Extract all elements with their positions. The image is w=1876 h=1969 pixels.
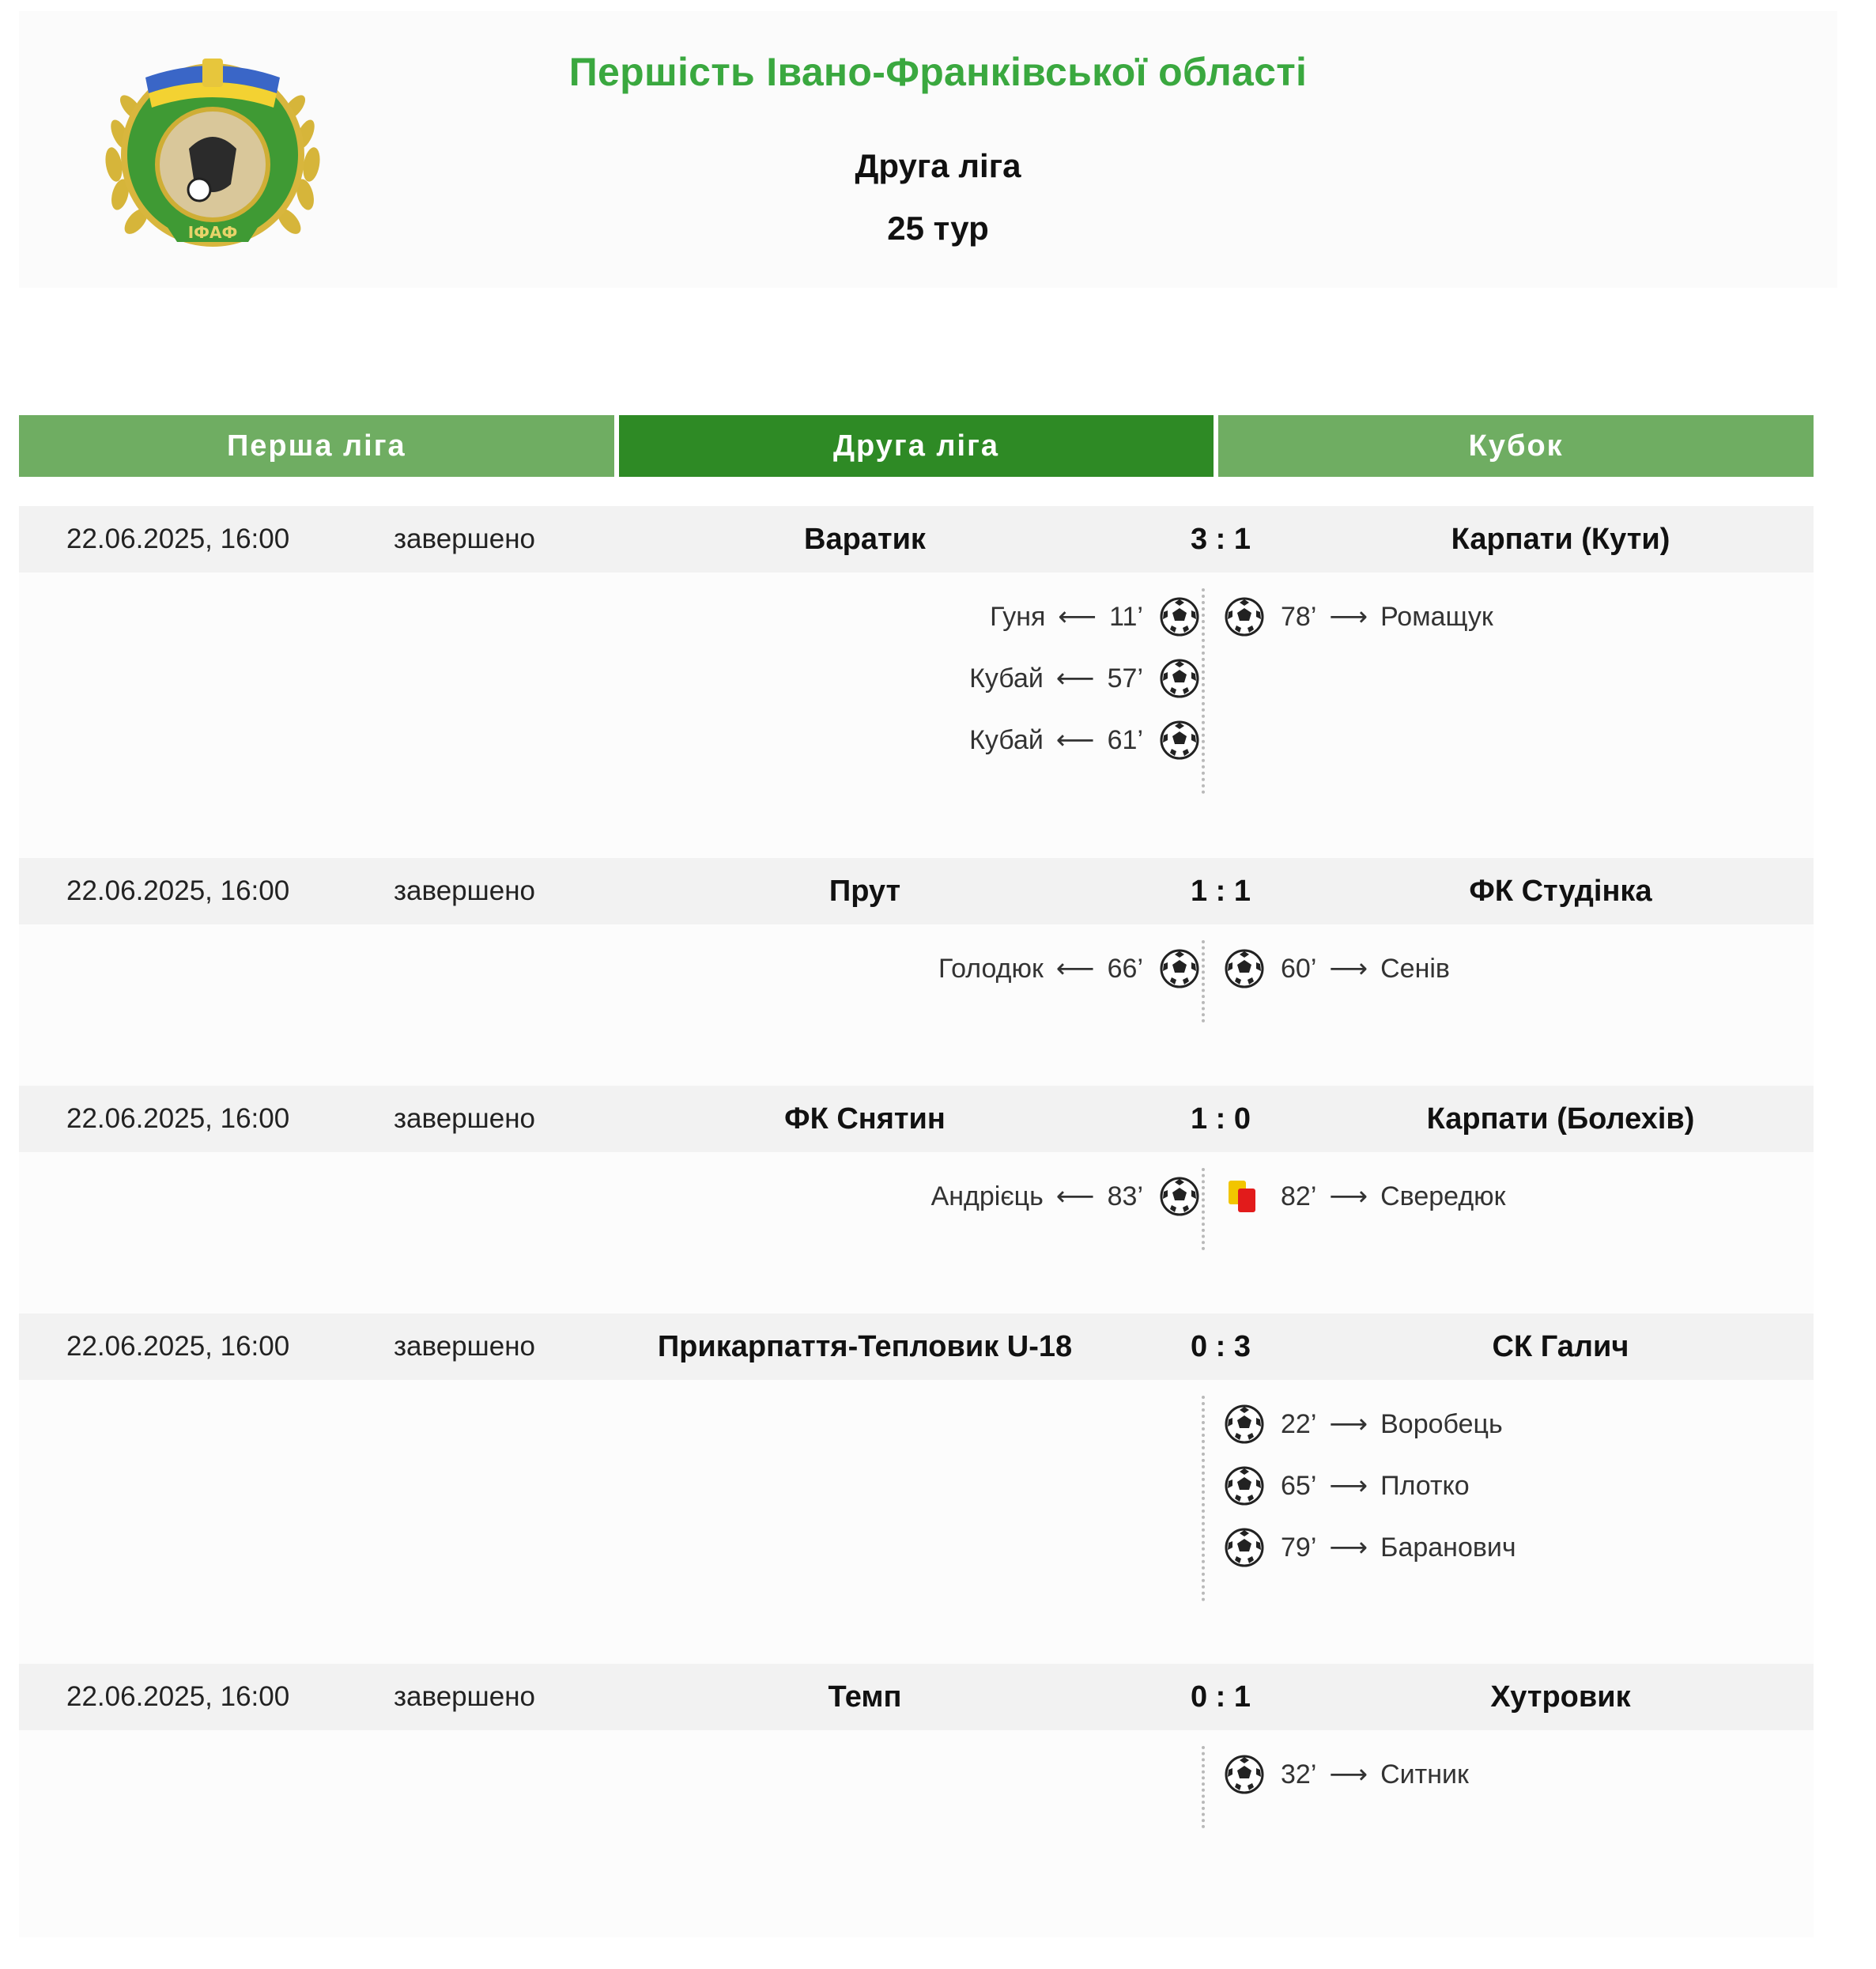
soccer-ball-icon — [1224, 1404, 1265, 1445]
match-status: завершено — [394, 1681, 535, 1712]
away-team[interactable]: СК Галич — [1492, 1330, 1629, 1363]
event-player[interactable]: Кубай — [969, 725, 1044, 756]
event-minute: 66’ — [1107, 954, 1143, 984]
event-minute: 78’ — [1281, 602, 1317, 633]
round-title: 25 тур — [887, 210, 989, 247]
event-player[interactable]: Баранович — [1380, 1532, 1516, 1563]
match-events — [19, 1730, 1814, 1828]
match-events — [19, 924, 1814, 1022]
away-team[interactable]: Карпати (Болехів) — [1426, 1102, 1695, 1136]
league-tabs — [19, 415, 1814, 477]
event-player[interactable]: Ромащук — [1380, 602, 1493, 633]
home-team[interactable]: ФК Снятин — [784, 1102, 946, 1136]
match-row[interactable] — [19, 506, 1814, 573]
arrow-right-icon: ⟶ — [1329, 1181, 1368, 1212]
away-team[interactable]: Хутровик — [1490, 1680, 1631, 1714]
event-player[interactable]: Сенів — [1380, 954, 1450, 984]
events-divider — [1202, 1746, 1205, 1828]
match-events — [19, 1152, 1814, 1250]
soccer-ball-icon — [1224, 1527, 1265, 1568]
match-score: 0 : 1 — [1190, 1680, 1251, 1714]
home-team[interactable]: Темп — [828, 1680, 902, 1714]
soccer-ball-icon — [1159, 658, 1200, 699]
league-title: Першість Івано-Франківської області — [568, 50, 1308, 94]
match-score: 3 : 1 — [1190, 523, 1251, 556]
arrow-right-icon: ⟶ — [1329, 954, 1368, 984]
away-event — [1224, 943, 1450, 991]
event-player[interactable]: Ситник — [1380, 1759, 1469, 1790]
event-player[interactable]: Андрієць — [930, 1181, 1044, 1212]
events-divider — [1202, 588, 1205, 794]
event-minute: 32’ — [1281, 1759, 1317, 1790]
events-divider — [1202, 940, 1205, 1022]
home-team[interactable]: Прут — [829, 875, 901, 908]
away-team[interactable]: Карпати (Кути) — [1451, 523, 1670, 556]
event-minute: 82’ — [1281, 1181, 1317, 1212]
svg-text:ІФАФ: ІФАФ — [187, 223, 238, 242]
arrow-left-icon: ⟵ — [1055, 1181, 1095, 1212]
match-date: 22.06.2025, 16:00 — [66, 1681, 290, 1712]
match-score: 0 : 3 — [1190, 1330, 1251, 1363]
match-events — [19, 1380, 1814, 1601]
match-row[interactable] — [19, 1313, 1814, 1380]
event-minute: 83’ — [1107, 1181, 1143, 1212]
home-team[interactable]: Прикарпаття-Тепловик U-18 — [657, 1330, 1073, 1363]
event-player[interactable]: Воробець — [1380, 1409, 1503, 1440]
home-event — [931, 1171, 1200, 1219]
arrow-left-icon: ⟵ — [1055, 954, 1095, 984]
home-event — [990, 591, 1200, 639]
tab-second-league[interactable]: Друга ліга — [619, 415, 1214, 477]
soccer-ball-icon — [1224, 1465, 1265, 1506]
event-player[interactable]: Плотко — [1380, 1471, 1470, 1502]
match-events — [19, 573, 1814, 794]
event-minute: 22’ — [1281, 1409, 1317, 1440]
match-date: 22.06.2025, 16:00 — [66, 523, 290, 554]
soccer-ball-icon — [1159, 720, 1200, 761]
arrow-right-icon: ⟶ — [1329, 1409, 1368, 1440]
home-event — [969, 653, 1200, 701]
away-event — [1224, 1749, 1469, 1797]
division-title: Друга ліга — [855, 147, 1021, 184]
arrow-left-icon: ⟵ — [1058, 602, 1097, 633]
arrow-left-icon: ⟵ — [1055, 725, 1095, 756]
second-yellow-red-card-icon — [1224, 1176, 1265, 1217]
match-status: завершено — [394, 1331, 535, 1362]
match-status: завершено — [394, 1103, 535, 1134]
match-date: 22.06.2025, 16:00 — [66, 1331, 290, 1362]
match-row[interactable] — [19, 858, 1814, 924]
away-team[interactable]: ФК Студінка — [1469, 875, 1652, 908]
home-event — [969, 715, 1200, 762]
away-event — [1224, 1399, 1503, 1446]
soccer-ball-icon — [1224, 1754, 1265, 1795]
event-minute: 11’ — [1109, 602, 1143, 633]
arrow-right-icon: ⟶ — [1329, 602, 1368, 633]
match-date: 22.06.2025, 16:00 — [66, 1103, 290, 1134]
home-team[interactable]: Варатик — [804, 523, 926, 556]
away-event — [1224, 1522, 1516, 1570]
event-minute: 57’ — [1107, 663, 1143, 694]
arrow-right-icon: ⟶ — [1329, 1532, 1368, 1563]
arrow-right-icon: ⟶ — [1329, 1471, 1368, 1502]
match-score: 1 : 0 — [1190, 1102, 1251, 1136]
event-player[interactable]: Голодюк — [938, 954, 1044, 984]
event-minute: 60’ — [1281, 954, 1317, 984]
match-date: 22.06.2025, 16:00 — [66, 875, 290, 906]
tab-cup[interactable]: Кубок — [1218, 415, 1814, 477]
event-minute: 79’ — [1281, 1532, 1317, 1563]
events-divider — [1202, 1168, 1205, 1250]
event-minute: 61’ — [1107, 725, 1143, 756]
away-event — [1224, 591, 1493, 639]
match-row[interactable] — [19, 1086, 1814, 1152]
away-event — [1224, 1171, 1506, 1219]
soccer-ball-icon — [1224, 596, 1265, 637]
match-status: завершено — [394, 875, 535, 906]
arrow-left-icon: ⟵ — [1055, 663, 1095, 694]
soccer-ball-icon — [1224, 948, 1265, 989]
event-player[interactable]: Гуня — [990, 602, 1046, 633]
match-status: завершено — [394, 523, 535, 554]
soccer-ball-icon — [1159, 1176, 1200, 1217]
event-player[interactable]: Кубай — [969, 663, 1044, 694]
match-score: 1 : 1 — [1190, 875, 1251, 908]
home-event — [938, 943, 1200, 991]
tab-first-league[interactable]: Перша ліга — [19, 415, 614, 477]
event-minute: 65’ — [1281, 1471, 1317, 1502]
soccer-ball-icon — [1159, 596, 1200, 637]
match-list — [19, 506, 1814, 1937]
away-event — [1224, 1461, 1470, 1508]
events-divider — [1202, 1396, 1205, 1601]
arrow-right-icon: ⟶ — [1329, 1759, 1368, 1790]
event-player[interactable]: Свередюк — [1380, 1181, 1506, 1212]
match-row[interactable] — [19, 1664, 1814, 1730]
soccer-ball-icon — [1159, 948, 1200, 989]
